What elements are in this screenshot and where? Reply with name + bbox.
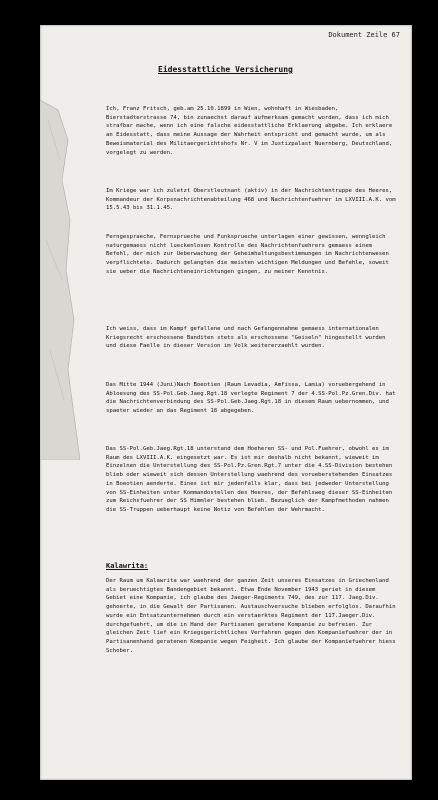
paragraph-2: Im Kriege war ich zuletzt Oberstleutnant (aktiv) in der Nachrichtentruppe des Heeres, Kommandeur der Korpsnachrichtenabteilung 468 und Nachrichtenfuehrer im LXVIII.A.K. vom 15.5.43 bis 31.1.45. — [106, 188, 396, 212]
paragraph-3: Ferngespraeche, Fernsprueche und Funksprueche unterlagen einer gewissen, wenngleich naturgemaess nicht lueckenlosen Kontrolle des Nachrichtenfuehrers gemaess einem Befehl, der mich zur Ueberwachung der Geheimhaltungsbestimmungen im Nachrichtenwesen verpflichtete. Dadurch gelangten die meisten wichtigen Meldungen und Befehle, soweit sie ueber die Nachrichteneinrichtungen gingen, zu meiner Kenntnis. — [106, 234, 389, 275]
paragraph-1: Ich, Franz Fritsch, geb.am 25.10.1899 in Wien, wohnhaft in Wiesbaden, Bierstadterstrasse 74, bin zunaechst darauf aufmerksam gemacht worden, dass ich mich strafbar mache, wenn ich eine falsche eidesstattliche Erklaerung abgebe. Ich erklaere an Eidesstatt, dass meine Aussage der Wahrheit entspricht und gemacht wurde, um als Beweismaterial des Militaergerichtshofs Nr. V im Justizpalast Nuernberg, Deutschland, vorgelegt zu werden. — [106, 106, 393, 156]
section-paragraph: Der Raum um Kalawrita war waehrend der ganzen Zeit unseres Einsatzes in Griechenland als beruechtigtes Bandengebiet bekannt. Etwa Ende November 1943 geriet in diesem Gebiet eine Kompanie, ich glaube des Jaeger-Regiments 749, des zur 117. Jaeg.Div. gehoerte, in die Gewalt der Partisanen. Austauschversuche blieben erfolglos. Daraufhin wurde ein Entsatzunternehmen durch ein verstaerktes Regiment der 117.Jaeger.Div. durchgefuehrt, um die in Hand der Partisanen geratene Kompanie zu befreien. Zur gleichen Zeit lief ein Kriegsgerichtliches Verfahren gegen den Kompaniefuehrer der in Partisanenhand geratenen Kompanie wegen Feigheit. Ich glaube der Kompaniefuehrer hiess Schober. — [106, 578, 396, 654]
document-page — [40, 25, 412, 780]
section-heading: Kalawrita: — [106, 562, 149, 570]
paragraph-5: Das Mitte 1944 (Juni)Nach Boeotien (Raum Levadia, Amfissa, Lamia) voruebergehend in Abloesung des SS-Pol.Geb.Jaeg.Rgt.18 verlegte Regiment 7 der 4.SS-Pol.Pz.Gren.Div. hat die Nachrichtenverbindung des SS-Pol.Geb.Jaeg.Rgt.18 in diesem Raum uebernommen, und spaeter wieder an das Regiment 18 abgegeben. — [106, 382, 396, 415]
document-number: Dokument Zeile 67 — [328, 31, 400, 39]
document-title: Eidesstattliche Versicherung — [158, 65, 293, 74]
torn-paper-edge — [40, 100, 80, 460]
paragraph-4: Ich weiss, dass im Kampf gefallene und nach Gefangennahme gemaess internationalen Kriegsrecht erschossene Banditen stets als erschossene "Geiseln" hingestellt wurden und diese Faelle in dieser Version im Volk weitererzaehlt wurden. — [106, 326, 386, 350]
paragraph-6: Das SS-Pol.Geb.Jaeg.Rgt.18 unterstand dem Hoeheren SS- und Pol.Fuehrer, obwohl es im Raum des LXVIII.A.K. eingesetzt war. Es ist mir deshalb nicht bekannt, wieweit im Einzelnen die Unterstellung des SS-Pol.Pz.Gren.Rgt.7 unter die 4.SS-Division bestehen blieb oder wieweit sich dessen Unterstellung waehrend des vorueberstehenden Einsatzes in Boeotien aenderte. Eines ist mir jedenfalls klar, dass bei jedweder Unterstellung von SS-Einheiten unter Kommandostellen des Heeres, der Befehlsweg dieser SS-Einheiten zum Reichsfuehrer der SS Himmler bestehen blieb. Bezueglich der Kampfmethoden nahmen die SS-Truppen ueberhaupt keine Notiz von Befehlen der Wehrmacht. — [106, 446, 393, 513]
